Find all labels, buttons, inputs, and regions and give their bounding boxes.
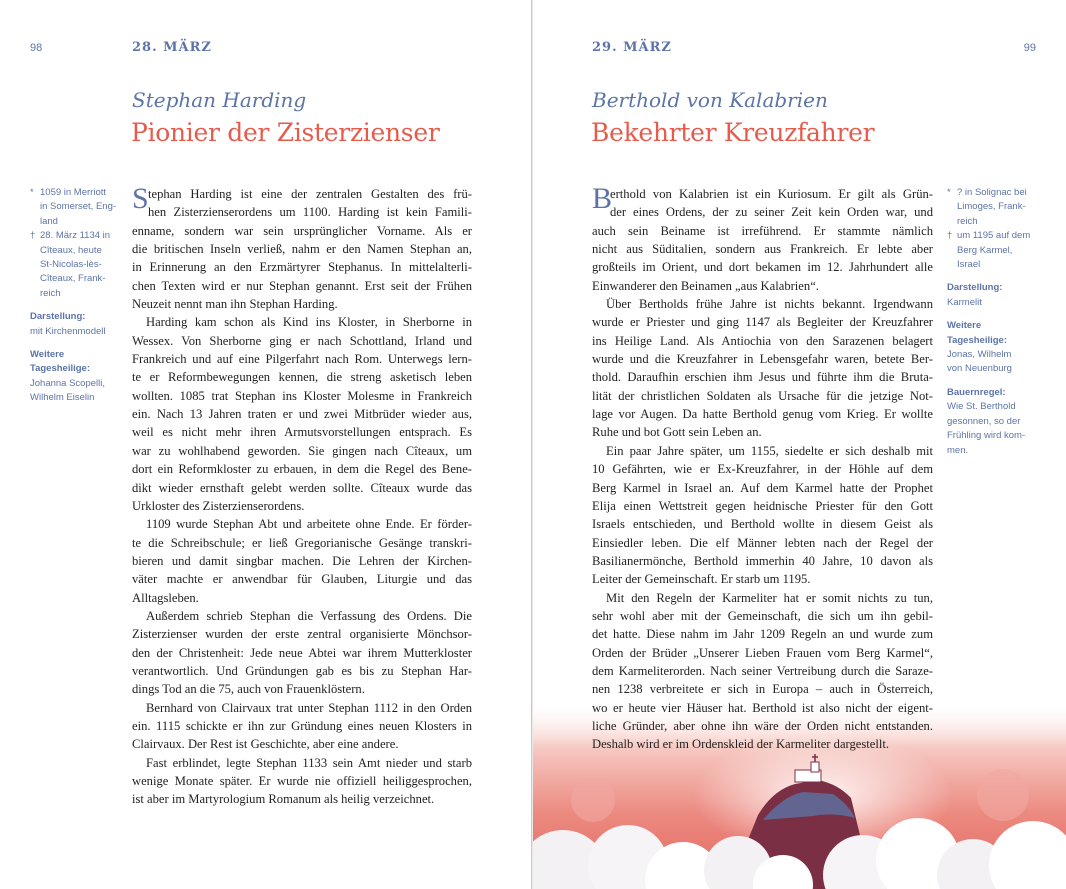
darstellung-value: Karmelit xyxy=(947,296,982,308)
drop-cap: B xyxy=(592,182,613,215)
birth-line: 1059 in Merriott xyxy=(40,187,107,198)
death-line: reich xyxy=(40,287,61,299)
body-line: Deshalb wird er im Ordenskleid der Karmeliter dargestellt. xyxy=(592,737,890,752)
body-line: dikt wieder ernsthaft gelebt werden sollte. Cîteaux wurde das xyxy=(132,480,472,495)
birth-line: land xyxy=(40,215,58,227)
body-line: erthold von Kalabrien ist ein Kuriosum. Er gilt als Grün- xyxy=(610,187,933,201)
body-line: Elija einen Wettstreit gegen heidnische Priester für den Gott xyxy=(592,498,933,513)
page-number: 99 xyxy=(1023,42,1036,54)
body-line: Frankreich und auf eine Pilgerfahrt nach Rom. Unterwegs lern- xyxy=(132,352,472,367)
death-info xyxy=(30,229,132,301)
bauernregel-block xyxy=(947,386,1049,458)
body-line: Bernhard von Clairvaux trat unter Stephan 1112 in den Orden xyxy=(146,700,472,715)
body-line: nicht aus Süditalien, sondern aus Frankreich. Er lebte aber xyxy=(592,242,933,257)
body-line: nen 1238 verbreitete er sich in Europa – auch in Österreich, xyxy=(592,682,933,697)
weitere-value: von Neuenburg xyxy=(947,363,1012,375)
page-number: 98 xyxy=(30,42,43,54)
body-line: Basilianermönche, Berthold immerhin 40 Jahre, 10 davon als xyxy=(592,553,933,568)
body-line: Mit den Regeln der Karmeliter hat er somit nichts zu tun, xyxy=(606,590,933,605)
body-line: te er Reformbewegungen kennen, die streng asketisch leben xyxy=(132,370,472,385)
body-line: Ruhe und bot Gott sein Leben an. xyxy=(592,425,762,440)
body-line: ein. 1115 schickte er ihn zur Gründung eines neuen Klosters in xyxy=(132,718,472,733)
body-line: auch sein Beiname ist irreführend. Er stammte nämlich xyxy=(592,223,933,238)
body-line: tephan Harding ist eine der zentralen Gestalten des frü- xyxy=(148,187,472,201)
sidebar xyxy=(30,186,132,415)
body-line: Zisterzienser wurden der erste zentral organisierte Mönchsor- xyxy=(132,627,472,642)
darstellung-label: Darstellung: xyxy=(947,282,1003,294)
body-line: Alltagsleben. xyxy=(132,590,199,605)
body-line: lage vor Augen. Da hatte Berthold genug vom Krieg. Er wollte xyxy=(592,407,933,422)
darstellung-value: mit Kirchenmodell xyxy=(30,325,106,337)
bauernregel-line: Frühling wird kom- xyxy=(947,430,1026,442)
birth-info xyxy=(947,186,1049,229)
body-line: sehr wohl aber mit der Gemeinschaft, die sich um ihn gebil- xyxy=(592,608,933,623)
death-line: um 1195 auf dem xyxy=(957,230,1031,242)
weitere-label: Weitere xyxy=(947,320,982,332)
body-line: 1109 wurde Stephan Abt und arbeitete ohne Ende. Er förder- xyxy=(146,517,472,532)
body-line: hen Zisterzienserordens um 1100. Harding ist kein Famili- xyxy=(148,205,472,220)
body-line: det hatte. Diese nahm im Jahr 1209 Regeln an und wurde zum xyxy=(592,627,933,642)
weitere-label: Tagesheilige: xyxy=(947,334,1008,346)
body-line: wollten. 1085 trat Stephan ins Kloster Molesme in Frankreich xyxy=(132,388,472,403)
bauernregel-line: Wie St. Berthold xyxy=(947,401,1016,413)
body-line: Fast erblindet, legte Stephan 1133 sein Amt nieder und starb xyxy=(146,755,472,770)
drop-cap: S xyxy=(132,182,149,215)
body-text xyxy=(132,182,472,809)
body-line: Orden der Brüder „Unserer Lieben Frauen vom Berg Karmel“, xyxy=(592,645,933,660)
death-line: Berg Karmel, xyxy=(957,244,1013,256)
left-page xyxy=(0,0,532,889)
weitere-value: Jonas, Wilhelm xyxy=(947,349,1012,361)
body-line: dem Karmeliterorden. Nach seiner Vertreibung durch die Saraze- xyxy=(592,663,933,678)
birth-line: reich xyxy=(957,215,978,227)
page-title: Bekehrter Kreuzfahrer xyxy=(591,118,875,147)
body-line: wenige Monate später. Er wurde nie offiziell heiliggesprochen, xyxy=(132,774,472,788)
birth-asterisk-icon: * xyxy=(30,187,34,198)
saint-name: Stephan Harding xyxy=(132,88,307,112)
death-line: Cîteaux, heute xyxy=(40,244,102,256)
sidebar xyxy=(947,186,1049,467)
body-text xyxy=(592,182,933,754)
birth-line: ? in Solignac bei xyxy=(957,187,1027,198)
body-line: wo er heute vier Häuser hat. Berthold ist also nicht der eigent- xyxy=(592,700,933,715)
body-line: Harding kam schon als Kind ins Kloster, in Sherborne in xyxy=(146,315,472,330)
death-line: Israel xyxy=(957,259,981,271)
body-line: liche Gründer, aber ohne ihn wäre der Orden nicht entstanden. xyxy=(592,718,933,733)
darstellung-label: Darstellung: xyxy=(30,311,86,323)
body-line: Urkloster des Zisterzienserordens. xyxy=(132,498,305,513)
darstellung-block xyxy=(30,310,132,339)
death-cross-icon: † xyxy=(947,230,953,242)
body-line: die britischen Inseln verließ, nahm er den Namen Stephan an, xyxy=(132,242,472,257)
weitere-block xyxy=(947,319,1049,377)
death-line: Cîteaux, Frank- xyxy=(40,273,106,285)
body-line: väter machte er anwendbar für Glauben, Liturgie und das xyxy=(132,572,472,587)
body-line: 10 Gefährten, wie er Ex-Kreuzfahrer, in der Höhle auf dem xyxy=(592,462,933,477)
body-line: Außerdem schrieb Stephan die Verfassung des Ordens. Die xyxy=(146,608,472,623)
body-line: Einsiedler leben. Die elf Männer lebten nach der Regel der xyxy=(592,535,933,550)
weitere-value: Wilhelm Eiselin xyxy=(30,392,95,404)
bauernregel-label: Bauernregel: xyxy=(947,386,1006,398)
page-date: 28. MÄRZ xyxy=(132,40,212,55)
body-line: te die Schreibschule; er ließ Gregorianische Gesänge transkri- xyxy=(132,535,472,550)
death-info xyxy=(947,229,1049,272)
saint-name: Berthold von Kalabrien xyxy=(592,88,828,112)
death-line: St-Nicolas-lès- xyxy=(40,259,102,271)
body-line: ins Heilige Land. Als Antiochia von den Sarazenen belagert xyxy=(592,333,933,348)
body-line: wurde und die Kreuzfahrer in Lebensgefahr waren, betete Ber- xyxy=(592,352,933,367)
body-line: ein. Nach 13 Jahren traten er und zwei Mitbrüder wieder aus, xyxy=(132,407,472,422)
body-line: Neuzeit nennt man ihn Stephan Harding. xyxy=(132,297,338,312)
body-line: den der Christenheit: Jede neue Abtei war ihrem Mutterkloster xyxy=(132,645,472,660)
body-line: der eines Ordens, der zu seiner Zeit kein Orden war, und xyxy=(610,205,933,220)
body-line: enname, sondern war sein ursprünglicher Vorname. Als er xyxy=(132,223,472,238)
body-line: dings Tod an die 75, auch von Frauenklöstern. xyxy=(132,682,365,697)
body-line: verantwortlich. Und Gründungen gab es bis zu Stephan Har- xyxy=(132,663,472,678)
weitere-block xyxy=(30,348,132,406)
birth-line: Limoges, Frank- xyxy=(957,201,1026,213)
birth-info xyxy=(30,186,132,229)
body-line: lität der christlichen Soldaten als Ursache für die jetzige Not- xyxy=(592,388,933,403)
bauernregel-line: men. xyxy=(947,444,969,456)
birth-asterisk-icon: * xyxy=(947,187,951,198)
page-date: 29. MÄRZ xyxy=(592,40,672,55)
weitere-value: Johanna Scopelli, xyxy=(30,377,105,389)
bauernregel-line: gesonnen, so der xyxy=(947,415,1021,427)
page-title: Pionier der Zisterzienser xyxy=(131,118,440,147)
body-line: chen Texten wird er nur Stephan genannt. Erst seit der Frühen xyxy=(132,278,472,293)
weitere-label: Weitere xyxy=(30,349,65,361)
body-line: war zu wohlhabend geworden. Sie gingen nach Cîteaux, um xyxy=(132,443,472,458)
weitere-label: Tagesheilige: xyxy=(30,363,91,375)
body-line: Berg Karmel in Israel an. Auf dem Karmel hatte der Prophet xyxy=(592,480,933,495)
birth-line: in Somerset, Eng- xyxy=(40,201,117,213)
body-line: Leiter der Gemeinschaft. Er starb um 1195. xyxy=(592,572,811,587)
body-line: ist aber im Martyrologium Romanum als heilig verzeichnet. xyxy=(132,792,435,807)
right-page xyxy=(533,0,1066,889)
body-line: großteils im Orient, und dort bekamen im 12. Jahrhundert alle xyxy=(592,260,933,275)
body-line: Ein paar Jahre später, um 1155, siedelte er sich deshalb mit xyxy=(606,443,933,458)
body-line: thold. Daraufhin erschien ihm Jesus und führte ihm die Bruta- xyxy=(592,370,933,385)
death-line: 28. März 1134 in xyxy=(40,230,111,242)
body-line: Über Bertholds frühe Jahre ist nichts bekannt. Irgendwann xyxy=(606,297,933,312)
body-line: weil es nicht mehr ihren Armutsvorstellungen entsprach. Es xyxy=(132,425,472,440)
body-line: Wessex. Von Sherborne ging er nach Schottland, Irland und xyxy=(132,333,472,348)
body-line: bieren und damit singbar machen. Die Lehren der Kirchen- xyxy=(132,553,472,568)
body-line: Israels entschieden, und Berthold wollte in diesem Geist als xyxy=(592,517,933,532)
body-line: Einwanderer den Beinamen „aus Kalabrien“. xyxy=(592,278,819,293)
body-line: wurde er Priester und ging 1147 als Begleiter der Kreuzfahrer xyxy=(592,315,933,330)
darstellung-block xyxy=(947,281,1049,310)
body-line: in Erinnerung an den Erzmärtyrer Stephanus. In mittelalterli- xyxy=(132,260,472,275)
death-cross-icon: † xyxy=(30,230,36,242)
body-line: Clairvaux. Der Rest ist Geschichte, aber eine andere. xyxy=(132,737,399,752)
body-line: dort ein Reformkloster zu erbauen, in dem die Regel des Bene- xyxy=(132,462,472,477)
